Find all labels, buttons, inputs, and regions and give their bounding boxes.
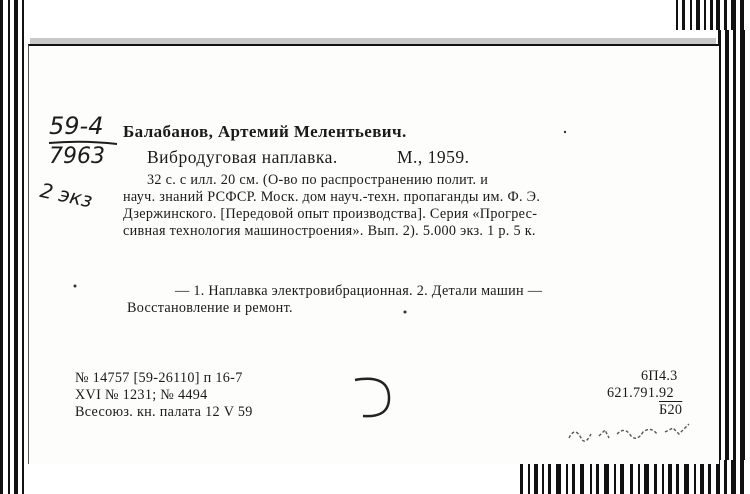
shelf-mark-line2: 7963 [49, 144, 105, 169]
description-line: сивная технология машиностроения». Вып. 2). 5.000 экз. 1 р. 5 к. [123, 223, 536, 239]
registration-line: Всесоюз. кн. палата 12 V 59 [75, 404, 253, 420]
scan-edge-left [0, 40, 30, 460]
registration-line: № 14757 [59-26110] п 16-7 [75, 370, 243, 386]
subjects-line: Восстановление и ремонт. [127, 300, 293, 316]
shelf-mark-line1: 59-4 [49, 112, 104, 140]
catalog-card [28, 44, 719, 464]
registration-line: XVI № 1231; № 4494 [75, 387, 208, 403]
subjects-line: — 1. Наплавка электровибрационная. 2. Детали машин — [175, 283, 543, 299]
scan-edge-top [0, 0, 750, 48]
description-line: 32 с. с илл. 20 см. (О-во по распространению полит. и [147, 172, 489, 188]
classification-code: 6П4.3 [641, 368, 678, 384]
classification-code: 621.791.92 [607, 385, 674, 401]
imprint: М., 1959. [397, 147, 470, 167]
author-heading: Балабанов, Артемий Мелентьевич. [123, 122, 407, 141]
book-title: Вибродуговая наплавка. [147, 147, 338, 167]
description-line: Дзержинского. [Передовой опыт производства]. Серия «Прогрес- [123, 206, 538, 222]
copies-note: 2 экз [38, 178, 95, 213]
scan-edge-right [716, 30, 750, 460]
description-line: науч. знаний РСФСР. Моск. дом науч.-техн. пропаганды им. Ф. Э. [123, 189, 541, 205]
stray-marks [29, 46, 719, 464]
classification-code: Б20 [659, 402, 683, 418]
